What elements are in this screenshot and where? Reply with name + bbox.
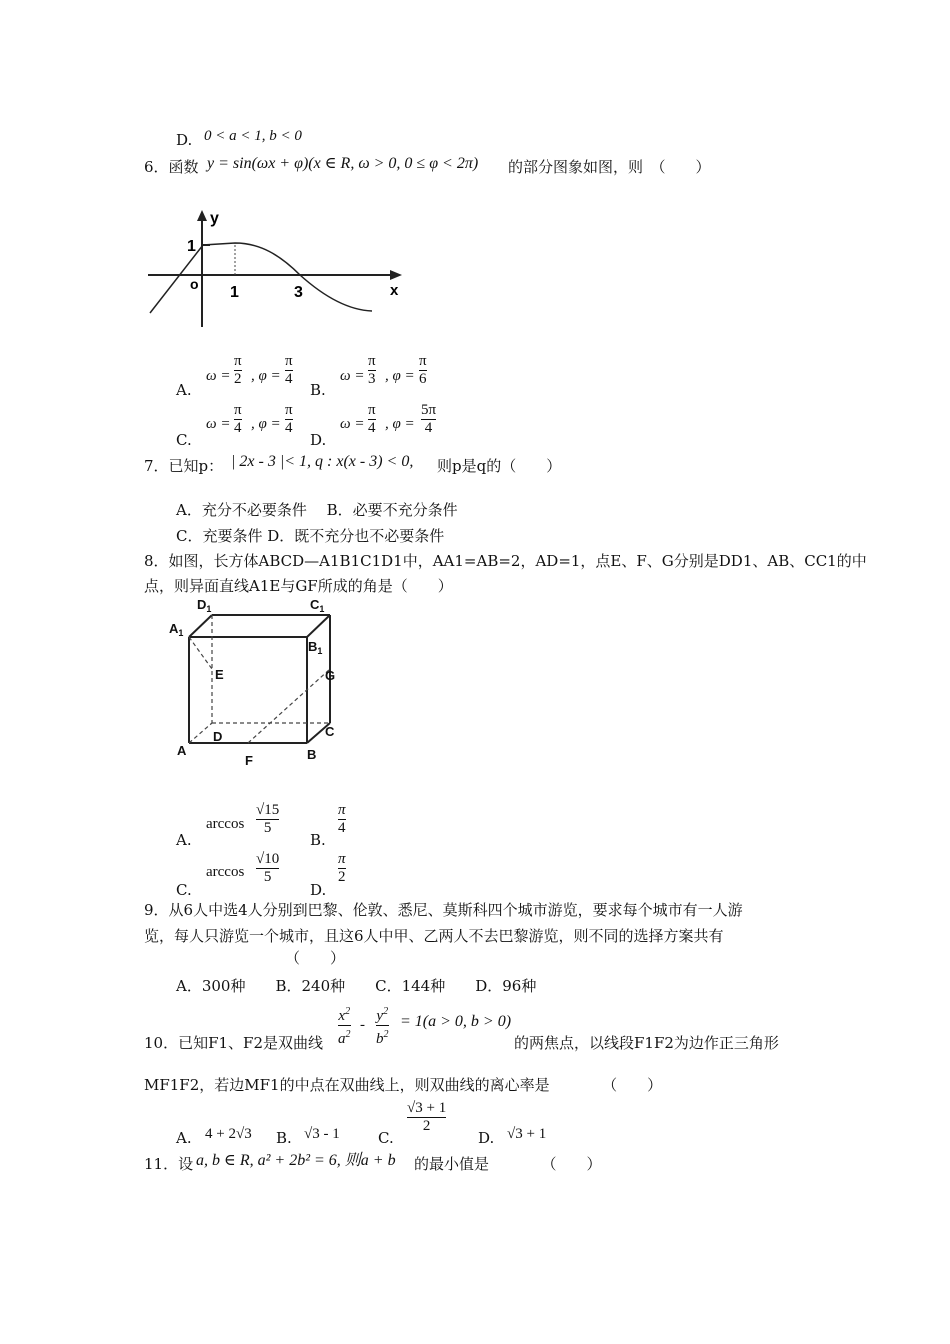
q8-optD-label: D. [310,881,327,899]
q10-rhs: = 1(a > 0, b > 0) [400,1013,512,1030]
svg-text:B: B [307,747,317,762]
q6-optC-omega-frac: π 4 [234,402,242,436]
q8-line2: 点，则异面直线A1E与GF所成的角是（ ） [144,577,453,595]
x-label: x [390,282,399,299]
q7-prefix: 7．已知p： [144,457,224,475]
q10-optB-math: √3 - 1 [304,1126,340,1142]
q7-suffix: 则p是q的（ ） [437,457,562,475]
q8-optC-frac: √10 5 [256,851,280,885]
q6-optD-phi-frac: 5π 4 [421,402,437,436]
q10-optA-label: A. [176,1129,192,1147]
x-tick-3: 3 [294,284,303,301]
q9-options: A．300种 B．240种 C．144种 D．96种 [176,977,537,995]
q10-optD-math: √3 + 1 [507,1126,547,1142]
q10-x-frac: $x^2$ $a^2$ [338,1006,351,1047]
q10-prefix: 10．已知F1、F2是双曲线 [144,1034,323,1052]
q10-line2: MF1F2，若边MF1的中点在双曲线上，则双曲线的离心率是 （ ） [144,1076,663,1094]
svg-text:E: E [215,667,224,682]
q11-prefix: 11．设 [144,1155,194,1173]
q8-optB-label: B. [310,831,326,849]
q10-minus: - [360,1017,365,1033]
q10-optC-frac: √3 + 1 2 [407,1100,447,1134]
q6-optB-omega-frac: π 3 [368,353,376,387]
q8-optA-arccos: arccos [206,816,245,832]
svg-text:C: C [325,724,335,739]
q5-optD-math: 0 < a < 1, b < 0 [204,128,302,144]
svg-text:A1: $A_1$ [169,621,184,638]
q10-optA-math: 4 + 2√3 [205,1126,252,1142]
svg-text:C1: $C_1$ [310,597,325,614]
q6-optB-phi: , φ = [385,368,415,384]
q6-optB-phi-frac: π 6 [419,353,427,387]
sine-graph [140,205,410,335]
y-tick-label: 1 [187,238,196,255]
x-tick-1: 1 [230,284,239,301]
x-axis-arrow [390,270,402,280]
svg-text:A: A [177,743,187,758]
q6-optC-label: C. [176,431,192,449]
q9-line1: 9．从6人中选4人分别到巴黎、伦敦、悉尼、莫斯科四个城市游览，要求每个城市有一人游 [144,901,743,919]
sine-curve [150,243,372,313]
q6-optB-omega: ω = [340,368,365,384]
svg-text:B1: $B_1$ [308,639,323,656]
svg-text:D: D [213,729,223,744]
q9-line2: 览，每人只游览一个城市，且这6人中甲、乙两人不去巴黎游览，则不同的选择方案共有 [144,927,724,945]
q7-formula: | 2x - 3 |< 1, q : x(x - 3) < 0, [231,453,414,470]
q7-options-line2: C．充要条件 D．既不充分也不必要条件 [176,527,445,545]
svg-text:G: G [325,668,336,683]
q6-optD-omega: ω = [340,416,365,432]
q8-optB-frac: π 4 [338,802,346,836]
y-label: y [210,210,219,227]
q6-prefix: 6．函数 [144,158,199,176]
q8-optD-frac: π 2 [338,851,346,885]
q6-optA-omega-frac: π 2 [234,353,242,387]
svg-text:F: F [245,753,253,768]
q5-optD-label: D. [176,131,193,149]
q9-paren: （ ） [285,949,346,967]
q8-optA-label: A. [176,831,192,849]
q8-line1: 8．如图，长方体ABCD—A1B1C1D1中，AA1=AB=2，AD=1，点E、F、G分别是DD1、AB、CC1的中 [144,552,867,570]
q6-optA-phi: , φ = [251,368,281,384]
q6-optC-phi-frac: π 4 [285,402,293,436]
y-axis-arrow [197,210,207,221]
q8-optC-arccos: arccos [206,864,245,880]
q8-optA-frac: √15 5 [256,802,280,836]
svg-text:D1: $D_1$ [197,597,212,614]
q6-optA-label: A. [176,381,192,399]
q10-suffix: 的两焦点，以线段F1F2为边作正三角形 [514,1034,779,1052]
q8-optC-label: C. [176,881,192,899]
q6-optD-omega-frac: π 4 [368,402,376,436]
origin-label: o [190,276,199,292]
q10-optC-label: C. [378,1129,394,1147]
q6-optA-phi-frac: π 4 [285,353,293,387]
q6-optC-phi: , φ = [251,416,281,432]
cuboid-figure [165,595,350,770]
q6-suffix: 的部分图象如图，则 （ ） [508,158,711,176]
q6-optD-phi: , φ = [385,416,415,432]
q6-optB-label: B. [310,381,326,399]
q11-suffix: 的最小值是 （ ） [414,1155,602,1173]
q6-optD-label: D. [310,431,327,449]
q10-optB-label: B. [276,1129,292,1147]
q11-formula: a, b ∈ R, a² + 2b² = 6, 则a + b [196,1152,396,1169]
q7-options-line1: A．充分不必要条件 B．必要不充分条件 [176,501,458,519]
q10-optD-label: D. [478,1129,495,1147]
q6-optA-omega: ω = [206,368,231,384]
q10-y-frac: $y^2$ $b^2$ [376,1006,389,1047]
q6-formula: y = sin(ωx + φ)(x ∈ R, ω > 0, 0 ≤ φ < 2π) [207,155,479,172]
q6-optC-omega: ω = [206,416,231,432]
